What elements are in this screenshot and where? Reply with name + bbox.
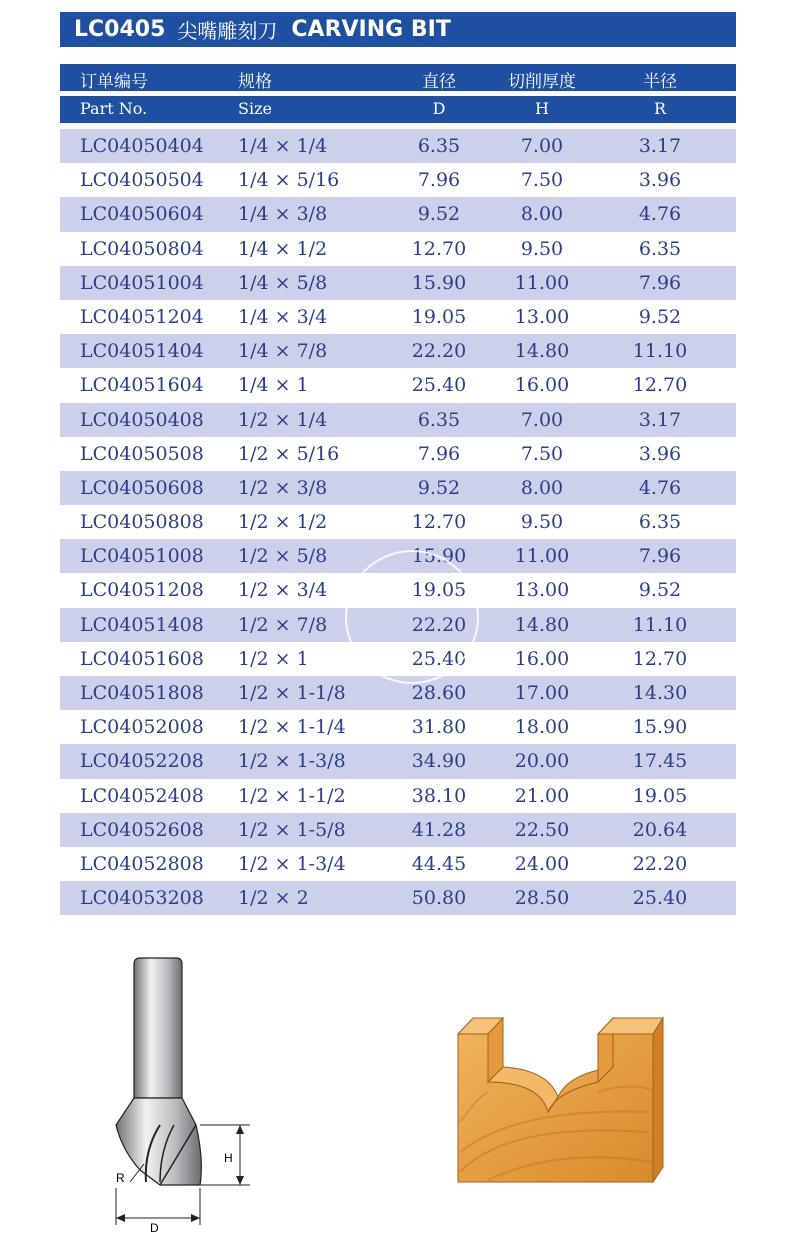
cell-part-no: LC04051208	[80, 579, 204, 602]
cell-diameter: 41.28	[411, 818, 467, 841]
cell-diameter: 19.05	[411, 579, 467, 602]
cell-radius: 6.35	[638, 511, 682, 534]
table-row	[60, 232, 736, 266]
cell-part-no: LC04051008	[80, 545, 204, 568]
table-row	[60, 847, 736, 881]
table-row	[60, 163, 736, 197]
table-row	[60, 471, 736, 505]
cell-radius: 15.90	[632, 716, 688, 739]
cell-diameter: 9.52	[417, 203, 461, 226]
cell-diameter: 25.40	[411, 374, 467, 397]
cell-diameter: 7.96	[417, 169, 461, 192]
table-row	[60, 266, 736, 300]
watermark-seal	[345, 550, 479, 684]
cell-part-no: LC04051404	[80, 340, 204, 363]
cell-part-no: LC04051808	[80, 682, 204, 704]
cell-size: 1/4 × 5/16	[238, 169, 340, 192]
cell-radius: 20.64	[632, 818, 688, 841]
table-row	[60, 437, 736, 471]
cell-size: 1/4 × 3/4	[238, 305, 328, 328]
header-part-cn: 订单编号	[80, 72, 148, 92]
cell-height: 8.00	[520, 203, 564, 226]
table-row	[60, 813, 736, 847]
cell-height: 18.00	[514, 716, 570, 739]
cell-radius: 12.70	[632, 647, 688, 670]
header-r-cn: 半径	[643, 72, 677, 92]
cell-part-no: LC04051604	[80, 374, 204, 397]
cell-height: 7.00	[520, 135, 564, 157]
cell-diameter: 22.20	[411, 613, 467, 636]
cell-height: 14.80	[514, 340, 570, 363]
table-row	[60, 334, 736, 368]
product-name-cn: 尖嘴雕刻刀	[177, 19, 278, 43]
cell-height: 9.50	[520, 511, 564, 534]
cell-height: 21.00	[514, 784, 570, 807]
cell-radius: 11.10	[632, 340, 688, 363]
cell-radius: 3.17	[638, 408, 682, 431]
table-row	[60, 197, 736, 231]
cell-radius: 7.96	[638, 545, 682, 568]
cell-height: 13.00	[514, 305, 570, 328]
cell-part-no: LC04051004	[80, 271, 204, 294]
header-h-en: H	[535, 99, 549, 118]
wood-profile-illustration	[448, 1012, 668, 1192]
cell-size: 1/2 × 1/4	[238, 408, 328, 431]
header-d-cn: 直径	[422, 72, 456, 92]
table-row	[60, 505, 736, 539]
cell-part-no: LC04050504	[80, 169, 204, 192]
cell-part-no: LC04051608	[80, 647, 204, 670]
bit-shank	[134, 958, 182, 1098]
cell-part-no: LC04050404	[80, 135, 204, 157]
header-size-cn: 规格	[238, 72, 272, 92]
cell-radius: 9.52	[638, 579, 682, 602]
product-code: LC0405	[74, 17, 166, 42]
cell-radius: 7.96	[638, 271, 682, 294]
router-bit-diagram	[100, 950, 270, 1235]
bit-cutter	[116, 1098, 201, 1185]
cell-part-no: LC04052408	[80, 784, 204, 807]
label-h: H	[224, 1151, 233, 1165]
cell-diameter: 19.05	[411, 305, 467, 328]
cell-part-no: LC04050508	[80, 442, 204, 465]
cell-size: 1/2 × 5/16	[238, 442, 340, 465]
cell-diameter: 22.20	[411, 340, 467, 363]
cell-size: 1/2 × 7/8	[238, 613, 328, 636]
cell-diameter: 12.70	[411, 237, 467, 260]
cell-size: 1/4 × 3/8	[238, 203, 328, 226]
cell-size: 1/2 × 2	[238, 887, 309, 910]
table-row	[60, 403, 736, 437]
header-r-en: R	[653, 99, 667, 118]
cell-height: 7.50	[520, 169, 564, 192]
cell-size: 1/2 × 1-1/8	[238, 682, 346, 704]
cell-size: 1/2 × 5/8	[238, 545, 328, 568]
cell-height: 24.00	[514, 852, 570, 875]
cell-size: 1/2 × 1/2	[238, 511, 328, 534]
cell-height: 16.00	[514, 374, 570, 397]
cell-part-no: LC04051204	[80, 305, 204, 328]
cell-diameter: 15.90	[411, 271, 467, 294]
cell-part-no: LC04050408	[80, 408, 204, 431]
cell-height: 11.00	[514, 545, 570, 568]
cell-size: 1/2 × 1-3/4	[238, 852, 346, 875]
table-row	[60, 710, 736, 744]
cell-part-no: LC04052008	[80, 716, 204, 739]
cell-size: 1/4 × 7/8	[238, 340, 328, 363]
cell-part-no: LC04050808	[80, 511, 204, 534]
cell-diameter: 6.35	[417, 408, 461, 431]
table-row	[60, 368, 736, 402]
header-size-en: Size	[238, 99, 272, 118]
cell-radius: 3.96	[638, 442, 682, 465]
cell-part-no: LC04052208	[80, 750, 204, 773]
header-h-cn: 切削厚度	[508, 72, 576, 92]
cell-diameter: 15.90	[411, 545, 467, 568]
cell-height: 7.50	[520, 442, 564, 465]
cell-part-no: LC04050604	[80, 203, 204, 226]
cell-height: 11.00	[514, 271, 570, 294]
table-row	[60, 300, 736, 334]
cell-diameter: 6.35	[417, 135, 461, 157]
cell-radius: 3.96	[638, 169, 682, 192]
cell-height: 22.50	[514, 818, 570, 841]
cell-part-no: LC04052808	[80, 852, 204, 875]
cell-size: 1/4 × 5/8	[238, 271, 328, 294]
cell-diameter: 44.45	[411, 852, 467, 875]
cell-height: 17.00	[514, 682, 570, 704]
cell-size: 1/2 × 1	[238, 647, 309, 670]
cell-height: 9.50	[520, 237, 564, 260]
label-r: R	[116, 1171, 125, 1185]
cell-size: 1/4 × 1/4	[238, 135, 328, 157]
cell-size: 1/2 × 3/4	[238, 579, 328, 602]
title-bar	[60, 12, 736, 47]
table-row	[60, 779, 736, 813]
cell-radius: 11.10	[632, 613, 688, 636]
cell-height: 7.00	[520, 408, 564, 431]
table-header-en	[60, 96, 736, 123]
table-row	[60, 744, 736, 778]
label-d: D	[150, 1221, 159, 1235]
cell-radius: 6.35	[638, 237, 682, 260]
cell-radius: 3.17	[638, 135, 682, 157]
cell-diameter: 12.70	[411, 511, 467, 534]
cell-size: 1/2 × 1-1/2	[238, 784, 346, 807]
cell-height: 14.80	[514, 613, 570, 636]
cell-radius: 9.52	[638, 305, 682, 328]
cell-radius: 19.05	[632, 784, 688, 807]
header-d-en: D	[432, 99, 446, 118]
cell-radius: 14.30	[632, 682, 688, 704]
cell-diameter: 38.10	[411, 784, 467, 807]
cell-diameter: 50.80	[411, 887, 467, 910]
cell-diameter: 7.96	[417, 442, 461, 465]
cell-diameter: 34.90	[411, 750, 467, 773]
table-header-cn	[60, 64, 736, 91]
cell-size: 1/2 × 1-5/8	[238, 818, 346, 841]
cell-radius: 4.76	[638, 476, 682, 499]
cell-size: 1/2 × 1-1/4	[238, 716, 346, 739]
cell-size: 1/4 × 1	[238, 374, 309, 397]
cell-height: 20.00	[514, 750, 570, 773]
cell-radius: 4.76	[638, 203, 682, 226]
cell-size: 1/2 × 1-3/8	[238, 750, 346, 773]
cell-size: 1/2 × 3/8	[238, 476, 328, 499]
cell-height: 8.00	[520, 476, 564, 499]
product-name-en: CARVING BIT	[291, 17, 451, 42]
cell-radius: 25.40	[632, 887, 688, 910]
cell-part-no: LC04050804	[80, 237, 204, 260]
cell-part-no: LC04052608	[80, 818, 204, 841]
header-part-en: Part No.	[80, 99, 148, 118]
cell-radius: 17.45	[632, 750, 688, 773]
cell-size: 1/4 × 1/2	[238, 237, 328, 260]
table-row	[60, 881, 736, 915]
table-row	[60, 129, 736, 163]
cell-part-no: LC04053208	[80, 887, 204, 910]
cell-diameter: 9.52	[417, 476, 461, 499]
cell-radius: 22.20	[632, 852, 688, 875]
cell-diameter: 28.60	[411, 682, 467, 704]
cell-diameter: 31.80	[411, 716, 467, 739]
spec-table-body	[60, 129, 736, 915]
cell-part-no: LC04050608	[80, 476, 204, 499]
cell-height: 16.00	[514, 647, 570, 670]
cell-height: 13.00	[514, 579, 570, 602]
cell-radius: 12.70	[632, 374, 688, 397]
cell-part-no: LC04051408	[80, 613, 204, 636]
cell-height: 28.50	[514, 887, 570, 910]
cell-diameter: 25.40	[411, 647, 467, 670]
